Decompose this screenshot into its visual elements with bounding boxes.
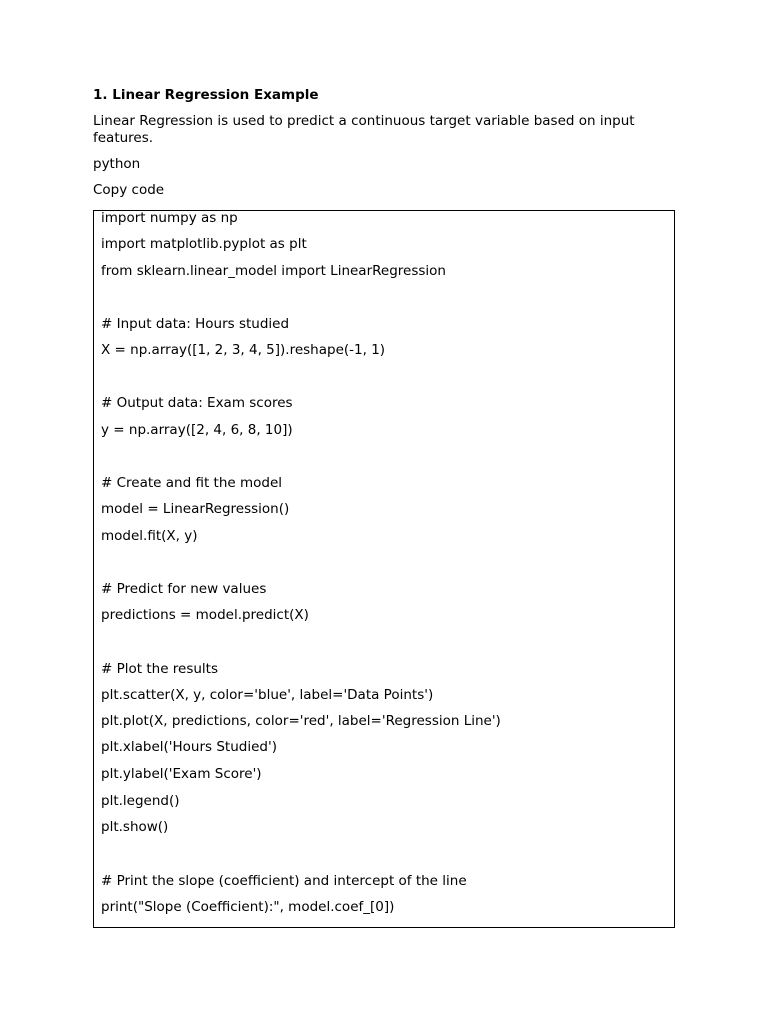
section-heading: 1. Linear Regression Example: [93, 87, 319, 103]
code-line: plt.ylabel('Exam Score'): [101, 766, 262, 782]
code-line: model.fit(X, y): [101, 528, 198, 544]
code-line: # Plot the results: [101, 661, 219, 677]
code-block: [93, 210, 675, 928]
code-line: from sklearn.linear_model import LinearRegression: [101, 263, 446, 279]
code-line: plt.show(): [101, 819, 169, 835]
code-line: plt.xlabel('Hours Studied'): [101, 739, 277, 755]
copy-code-button[interactable]: Copy code: [93, 182, 165, 198]
code-line: # Predict for new values: [101, 581, 267, 597]
code-line: import numpy as np: [101, 210, 238, 226]
code-line: plt.legend(): [101, 793, 180, 809]
code-line: # Input data: Hours studied: [101, 316, 290, 332]
code-line: plt.plot(X, predictions, color='red', label='Regression Line'): [101, 713, 501, 729]
document-body: [93, 86, 675, 199]
code-line: # Create and fit the model: [101, 475, 283, 491]
code-line: model = LinearRegression(): [101, 501, 290, 517]
code-line: # Print the slope (coefficient) and intercept of the line: [101, 873, 467, 889]
code-line: # Output data: Exam scores: [101, 395, 293, 411]
code-line: print("Slope (Coefficient):", model.coef_[0]): [101, 899, 395, 915]
code-line: plt.scatter(X, y, color='blue', label='Data Points'): [101, 687, 434, 703]
section-description: Linear Regression is used to predict a continuous target variable based on input features.: [93, 113, 635, 146]
code-line: predictions = model.predict(X): [101, 607, 309, 623]
code-line: X = np.array([1, 2, 3, 4, 5]).reshape(-1, 1): [101, 342, 386, 358]
code-line: y = np.array([2, 4, 6, 8, 10]): [101, 422, 293, 438]
code-line: import matplotlib.pyplot as plt: [101, 236, 307, 252]
code-language-label: python: [93, 156, 141, 172]
